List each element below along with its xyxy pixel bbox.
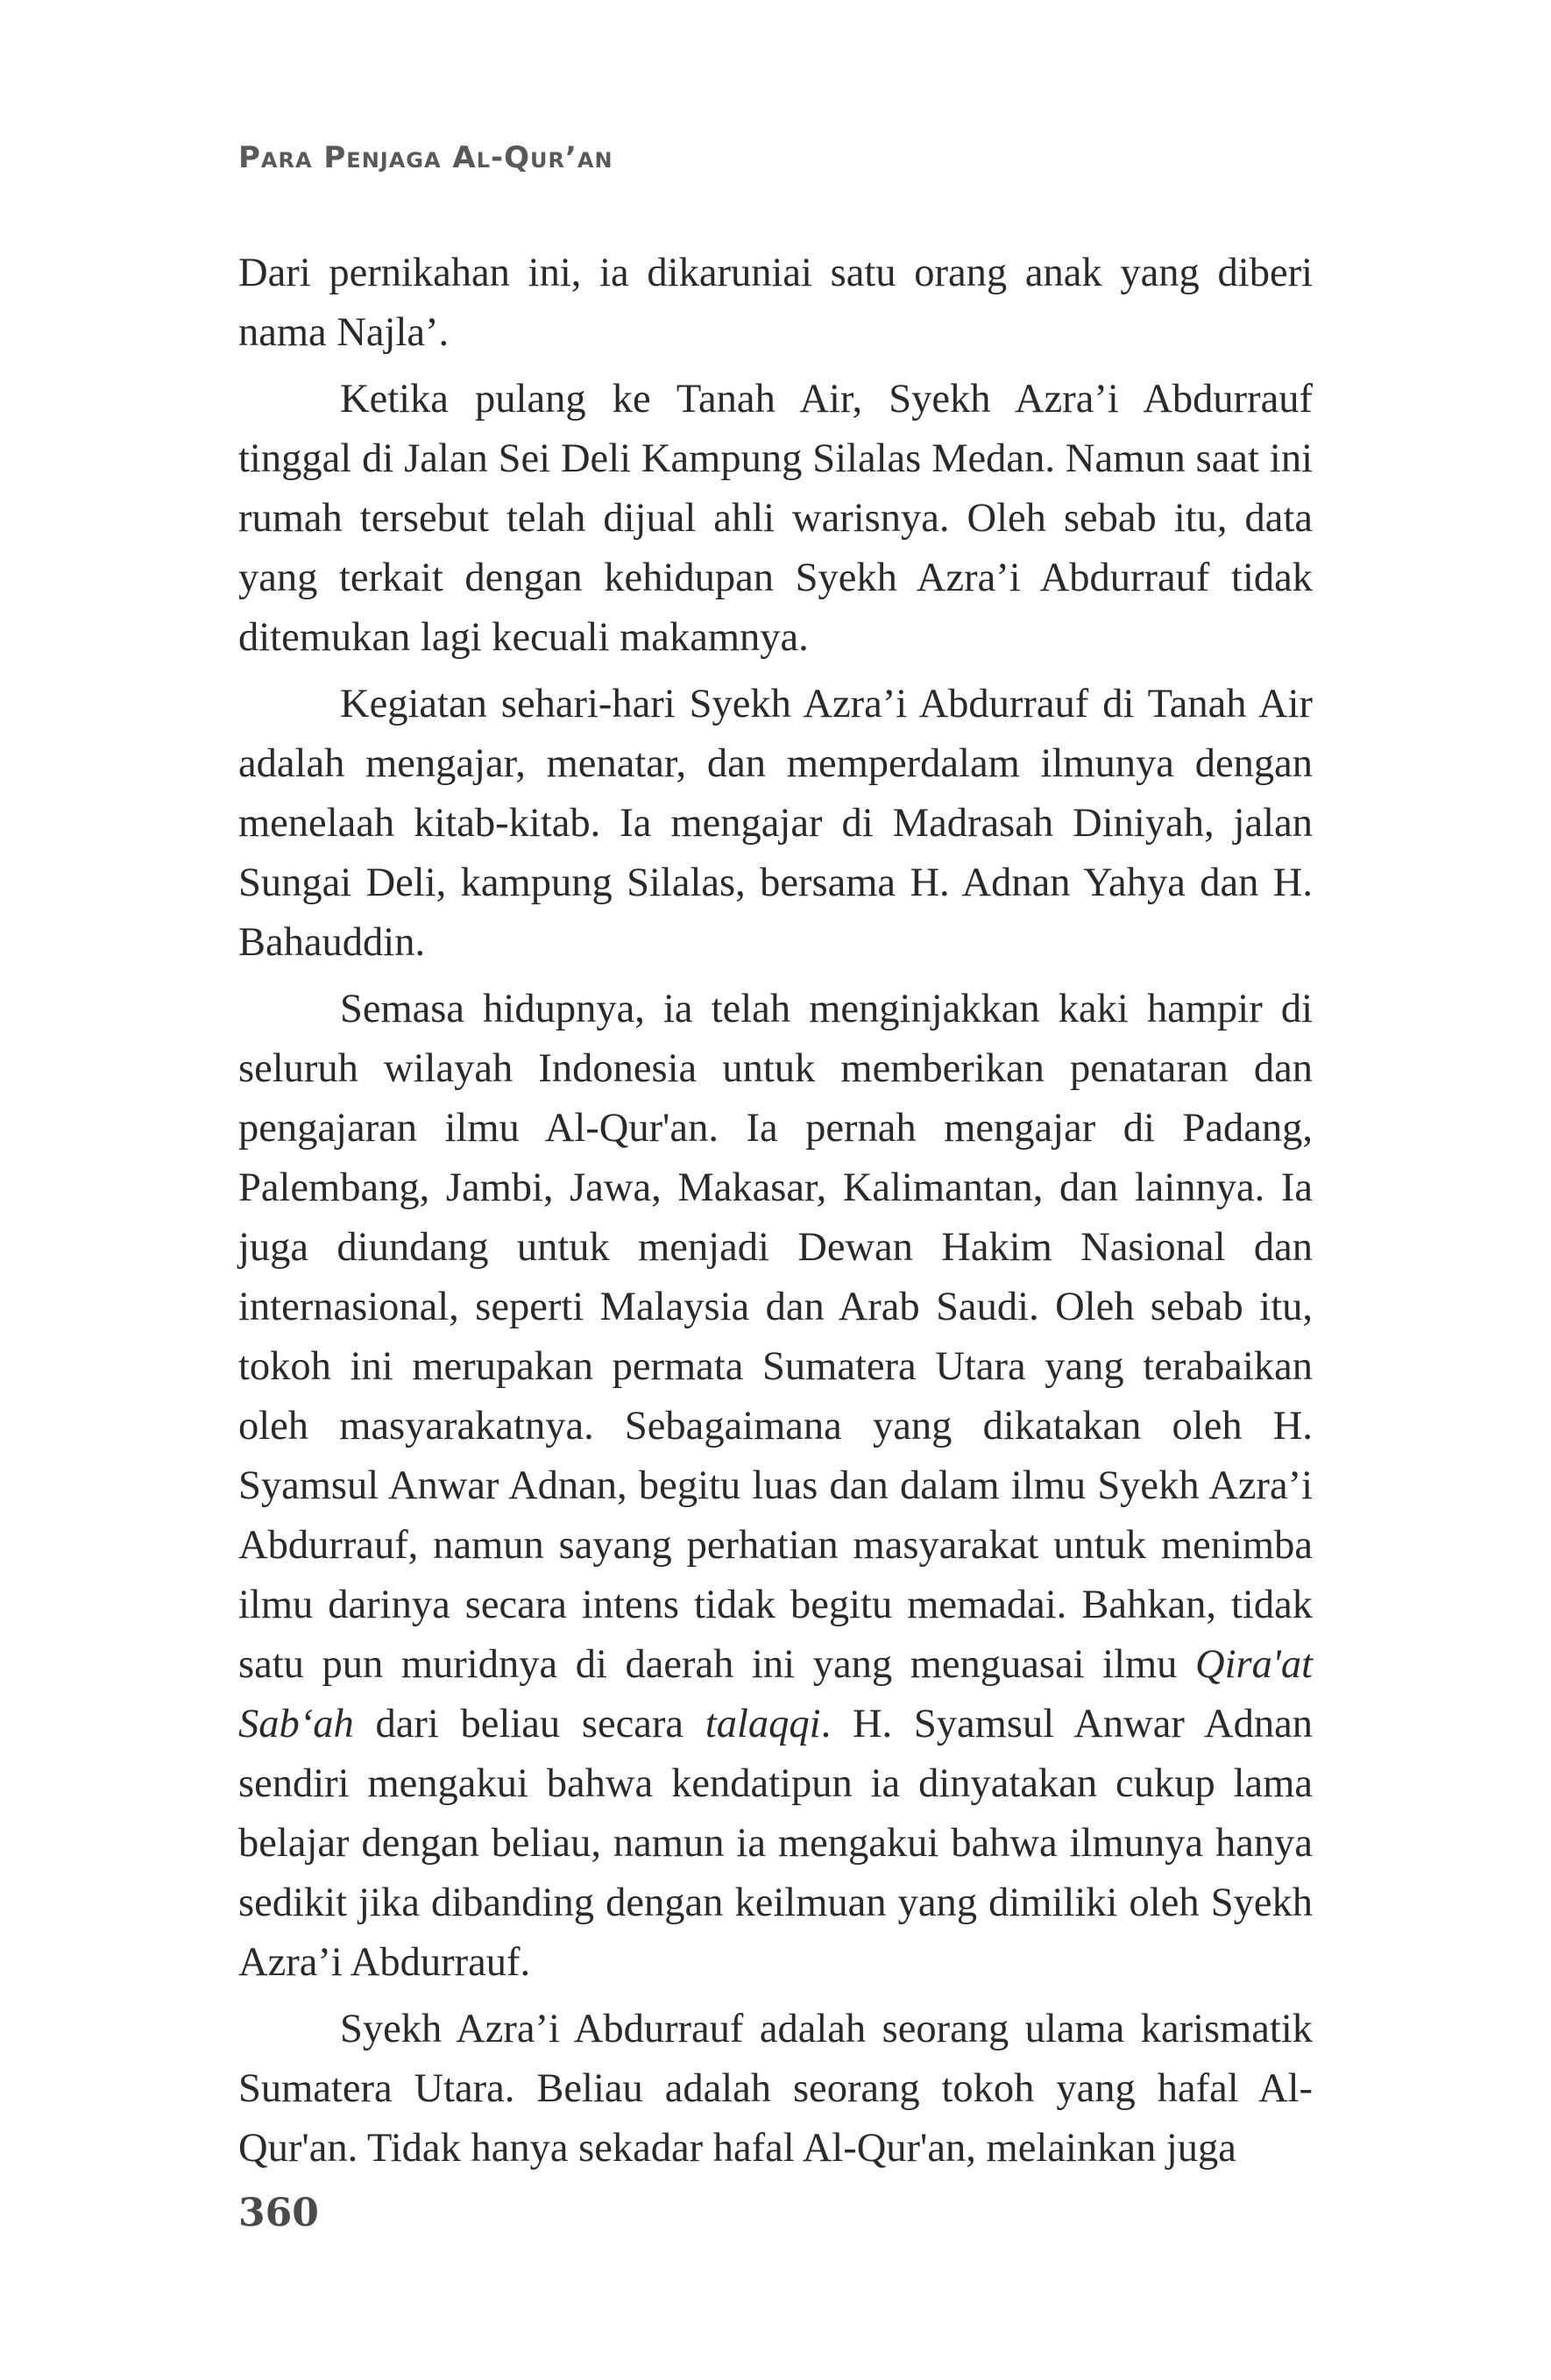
paragraph-4 xyxy=(238,980,1313,1993)
page-number: 360 xyxy=(238,2191,319,2235)
running-header: Para Penjaga Al-Qur’an xyxy=(238,140,613,175)
term-qiraat-sabah: Qira'at Sab‘ah xyxy=(238,1642,1313,1746)
paragraph-4-part-b: dari beliau secara xyxy=(353,1702,705,1746)
paragraph-4-part-a: Semasa hidupnya, ia telah menginjakkan kaki hampir di seluruh wilayah Indonesia untuk memberikan penataran dan pengajaran ilmu Al-Qur'an. Ia pernah mengajar di Padang, Palembang, Jambi, Jawa, Makasar, Kalimantan, dan lainnya. Ia juga diundang untuk menjadi Dewan Hakim Nasional dan internasional, seperti Malaysia dan Arab Saudi. Oleh sebab itu, tokoh ini merupakan permata Sumatera Utara yang terabaikan oleh masyarakatnya. Sebagaimana yang dikatakan oleh H. Syamsul Anwar Adnan, begitu luas dan dalam ilmu Syekh Azra’i Abdurrauf, namun sayang perhatian masyarakat untuk menimba ilmu darinya secara intens tidak begitu memadai. Bahkan, tidak satu pun muridnya di daerah ini yang menguasai ilmu xyxy=(238,987,1313,1687)
term-talaqqi: talaqqi xyxy=(705,1702,821,1746)
paragraph-1: Dari pernikahan ini, ia dikaruniai satu orang anak yang diberi nama Najla’. xyxy=(238,251,1313,355)
body-text xyxy=(238,244,1313,2185)
paragraph-3: Kegiatan sehari-hari Syekh Azra’i Abdurrauf di Tanah Air adalah mengajar, menatar, dan memperdalam ilmunya dengan menelaah kitab-kitab. Ia mengajar di Madrasah Diniyah, jalan Sungai Deli, kampung Silalas, bersama H. Adnan Yahya dan H. Bahauddin. xyxy=(238,682,1313,965)
paragraph-2: Ketika pulang ke Tanah Air, Syekh Azra’i Abdurrauf tinggal di Jalan Sei Deli Kampung Silalas Medan. Namun saat ini rumah tersebut telah dijual ahli warisnya. Oleh sebab itu, data yang terkait dengan kehidupan Syekh Azra’i Abdurrauf tidak ditemukan lagi kecuali makamnya. xyxy=(238,377,1313,660)
paragraph-4-part-c: . H. Syamsul Anwar Adnan sendiri mengakui bahwa kendatipun ia dinyatakan cukup lama belajar dengan beliau, namun ia mengakui bahwa ilmunya hanya sedikit jika dibanding dengan keilmuan yang dimiliki oleh Syekh Azra’i Abdurrauf. xyxy=(238,1702,1314,1985)
paragraph-5: Syekh Azra’i Abdurrauf adalah seorang ulama karismatik Sumatera Utara. Beliau adalah seorang tokoh yang hafal Al-Qur'an. Tidak hanya sekadar hafal Al-Qur'an, melainkan juga xyxy=(238,2007,1313,2171)
